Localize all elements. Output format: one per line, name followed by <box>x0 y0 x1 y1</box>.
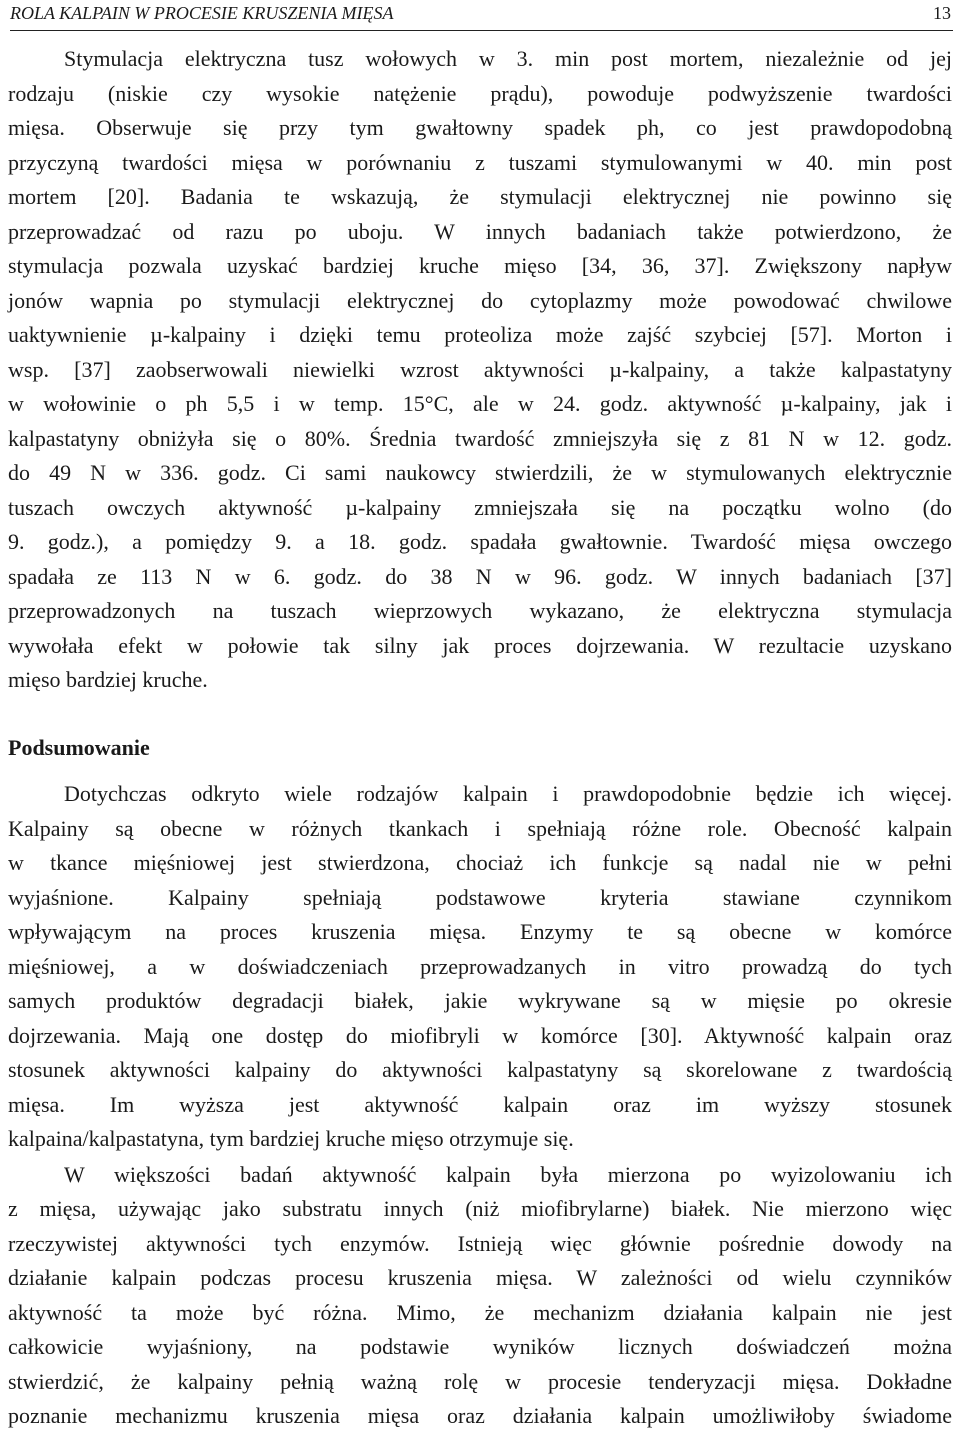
text-line: stosunek aktywności kalpainy do aktywności kalpastatyny są skorelowane z twardością <box>8 1057 952 1082</box>
text-line: wywołała efekt w połowie tak silny jak proces dojrzewania. W rezultacie uzyskano <box>8 632 952 658</box>
text-line: do 49 N w 336. godz. Ci sami naukowcy stwierdzili, że w stymulowanych elektrycznie <box>8 460 952 485</box>
running-header-title: ROLA KALPAIN W PROCESIE KRUSZENIA MIĘSA <box>10 3 394 23</box>
text-line: Stymulacja elektryczna tusz wołowych w 3. min post mortem, niezależnie od jej <box>64 46 952 71</box>
text-line: mortem [20]. Badania te wskazują, że stymulacji elektrycznej nie powinno się <box>8 184 952 209</box>
text-line: jonów wapnia po stymulacji elektrycznej do cytoplazmy może powodować chwilowe <box>8 287 952 313</box>
paragraph-summary <box>8 777 952 1157</box>
text-line: mięsa. Im wyższa jest aktywność kalpain oraz im wyższy stosunek <box>8 1091 952 1117</box>
text-line: tuszach owczych aktywność µ-kalpainy zmniejszała się na początku wolno (do <box>8 494 952 520</box>
text-line: uaktywnienie µ-kalpainy i dzięki temu proteoliza może zajść szybciej [57]. Morton i <box>8 322 952 347</box>
text-line: kalpaina/kalpastatyna, tym bardziej kruche mięso otrzymuje się. <box>8 1126 574 1151</box>
text-line: mięśniowej, a w doświadczeniach przeprowadzanych in vitro prowadzą do tych <box>8 953 952 979</box>
text-line: stymulacja pozwala uzyskać bardziej kruche mięso [34, 36, 37]. Zwiększony napływ <box>8 253 952 278</box>
section-heading-summary: Podsumowanie <box>8 734 150 760</box>
text-line: dojrzewania. Mają one dostęp do miofibryli w komórce [30]. Aktywność kalpain oraz <box>8 1022 952 1048</box>
text-line: rzeczywistej aktywności tych enzymów. Istnieją więc głównie pośrednie dowody na <box>8 1230 952 1256</box>
text-line: W większości badań aktywność kalpain była mierzona po wyizolowaniu ich <box>64 1161 952 1187</box>
text-line: przyczyną twardości mięsa w porównaniu z tuszami stymulowanymi w 40. min post <box>8 149 952 175</box>
running-header <box>10 0 953 31</box>
text-line: samych produktów degradacji białek, jakie wykrywane są w mięsie po okresie <box>8 988 952 1013</box>
text-line: 9. godz.), a pomiędzy 9. a 18. godz. spadała gwałtownie. Twardość mięsa owczego <box>8 529 952 554</box>
text-line: w tkance mięśniowej jest stwierdzona, chociaż ich funkcje są nadal nie w pełni <box>8 850 952 875</box>
text-line: spadała ze 113 N w 6. godz. do 38 N w 96. godz. W innych badaniach [37] <box>8 563 952 589</box>
page-body <box>8 42 952 1434</box>
text-line: działanie kalpain podczas procesu kruszenia mięsa. W zależności od wielu czynników <box>8 1265 952 1290</box>
text-line: kalpastatyny obniżyła się o 80%. Średnia twardość zmniejszyła się z 81 N w 12. godz. <box>8 425 952 451</box>
text-line: Dotychczas odkryto wiele rodzajów kalpain i prawdopodobnie będzie ich więcej. <box>64 781 952 806</box>
text-line: stwierdzić, że kalpainy pełnią ważną rolę w procesie tenderyzacji mięsa. Dokładne <box>8 1368 952 1394</box>
text-line: mięsa. Obserwuje się przy tym gwałtowny spadek ph, co jest prawdopodobną <box>8 115 952 140</box>
text-line: aktywność ta może być różna. Mimo, że mechanizm działania kalpain nie jest <box>8 1299 952 1325</box>
text-line: wyjaśnione. Kalpainy spełniają podstawowe kryteria stawiane czynnikom <box>8 884 952 910</box>
text-line: mięso bardziej kruche. <box>8 667 208 692</box>
text-line: rodzaju (niskie czy wysokie natężenie prądu), powoduje podwyższenie twardości <box>8 80 952 106</box>
text-line: wpływającym na proces kruszenia mięsa. Enzymy te są obecne w komórce <box>8 919 952 944</box>
text-line: przeprowadzonych na tuszach wieprzowych wykazano, że elektryczna stymulacja <box>8 598 952 623</box>
text-line: Kalpainy są obecne w różnych tkankach i spełniają różne role. Obecność kalpain <box>8 815 952 841</box>
text-line: całkowicie wyjaśniony, na podstawie wyników licznych doświadczeń można <box>8 1334 952 1359</box>
paragraph-stimulation <box>8 42 952 698</box>
page-number: 13 <box>933 3 951 23</box>
text-line: w wołowinie o ph 5,5 i w temp. 15°C, ale w 24. godz. aktywność µ-kalpainy, jak i <box>8 391 952 416</box>
text-line: przeprowadzać od razu po uboju. W innych badaniach także potwierdzono, że <box>8 218 952 244</box>
text-line: wsp. [37] zaobserwowali niewielki wzrost aktywności µ-kalpainy, a także kalpastatyny <box>8 356 952 382</box>
text-line: poznanie mechanizmu kruszenia mięsa oraz działania kalpain umożliwiłoby świadome <box>8 1403 952 1428</box>
text-line: z mięsa, używając jako substratu innych (niż miofibrylarne) białek. Nie mierzono więc <box>8 1196 952 1221</box>
paragraph-activity <box>8 1158 952 1434</box>
